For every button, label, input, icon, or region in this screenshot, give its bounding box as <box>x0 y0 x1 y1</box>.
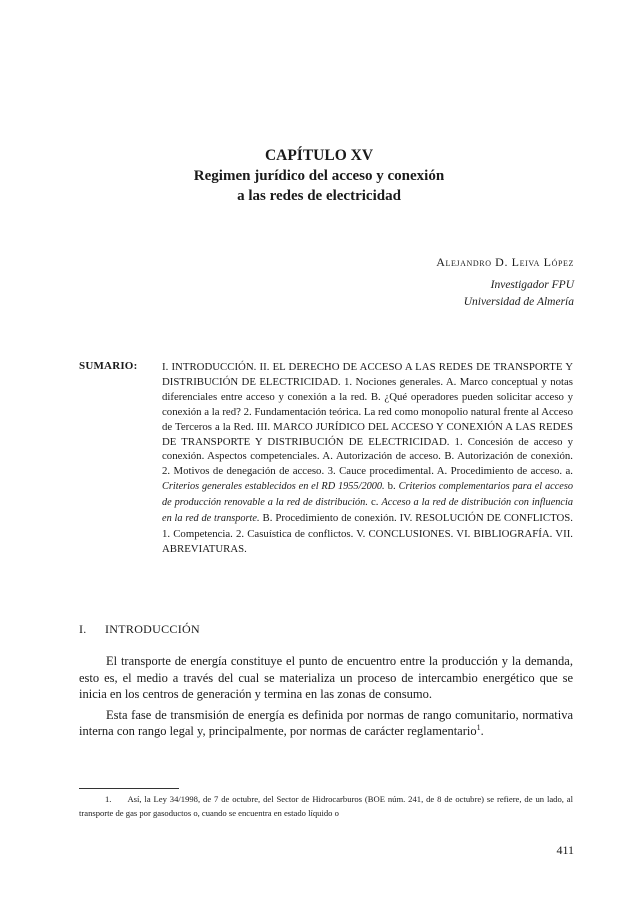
section-heading <box>79 622 200 637</box>
author-block <box>436 253 574 311</box>
chapter-number: CAPÍTULO XV <box>264 147 374 164</box>
section-title: INTRODUCCIÓN <box>105 622 200 636</box>
footnote-number: 1. <box>105 794 112 804</box>
paragraph <box>79 707 573 740</box>
paragraph: El transporte de energía constituye el punto de encuentro entre la producción y la demanda, esto es, el medio a través del cual se materializa un proceso de intercambio energético que se inicia en los centros de generación y termina en las zonas de consumo. <box>79 654 573 702</box>
page-number: 411 <box>556 843 574 857</box>
author-affiliation: Universidad de Almería <box>463 296 574 308</box>
summary-part-4: B. Procedimiento de conexión. IV. RESOLUCIÓN DE CONFLICTOS. 1. Competencia. 2. Casuística de conflictos. V. CONCLUSIONES. VI. BIBLIOGRAFÍA. VII. ABREVIATURAS. <box>162 512 574 555</box>
summary-italic-2: Criterios complementarios para el acceso de producción renovable a la red de distribución. <box>162 481 574 509</box>
paragraph-text: Esta fase de transmisión de energía es definida por normas de rango comunitario, normativa interna con rango legal y, principalmente, por normas de carácter reglamentario <box>79 707 573 739</box>
chapter-title-line-2: a las redes de electricidad <box>237 188 401 204</box>
body-text <box>79 653 573 744</box>
summary-part-3: c. <box>370 496 379 509</box>
footnote <box>79 792 573 820</box>
chapter-heading <box>0 146 638 206</box>
footnote-reference[interactable]: 1 <box>476 723 481 733</box>
summary-part-2: b. <box>387 480 396 493</box>
paragraph-end: . <box>480 724 484 739</box>
footnote-divider <box>79 788 179 789</box>
author-role: Investigador FPU <box>490 279 574 291</box>
summary-label: SUMARIO: <box>79 360 138 372</box>
summary-part-1: I. INTRODUCCIÓN. II. EL DERECHO DE ACCESO A LAS REDES DE TRANSPORTE Y DISTRIBUCIÓN DE ELECTRICIDAD. 1. Nociones generales. A. Marco conceptual y notas diferenciales entre acceso y conexión a la red. B. ¿Qué operadores pueden solicitar acceso y conexión a la red? 2. Fundamentación teórica. La red como monopolio natural frente al Acceso de Terceros a la Red. III. MARCO JURÍDICO DEL ACCESO Y CONEXIÓN A LAS REDES DE TRANSPORTE Y DISTRIBUCIÓN DE ELECTRICIDAD. 1. Concesión de acceso y conexión. Aspectos competenciales. A. Autorización de acceso. B. Autorización de conexión. 2. Motivos de denegación de acceso. 3. Cauce procedimental. A. Procedimiento de acceso. a. <box>162 361 573 478</box>
summary-italic-1: Criterios generales establecidos en el RD 1955/2000. <box>162 481 385 493</box>
chapter-title-line-1: Regimen jurídico del acceso y conexión <box>193 168 445 184</box>
footnote-text: Así, la Ley 34/1998, de 7 de octubre, del Sector de Hidrocarburos (BOE núm. 241, de 8 de octubre) se refiere, de un lado, al transporte de gas por gasoductos o, cuando se encuentra en estado líquido o <box>79 794 573 818</box>
author-name: Alejandro D. Leiva López <box>436 255 574 269</box>
section-number: I. <box>79 622 87 636</box>
summary-italic-3: Acceso a la red de distribución con influencia en la red de transporte. <box>162 497 573 525</box>
summary-text <box>162 360 573 557</box>
